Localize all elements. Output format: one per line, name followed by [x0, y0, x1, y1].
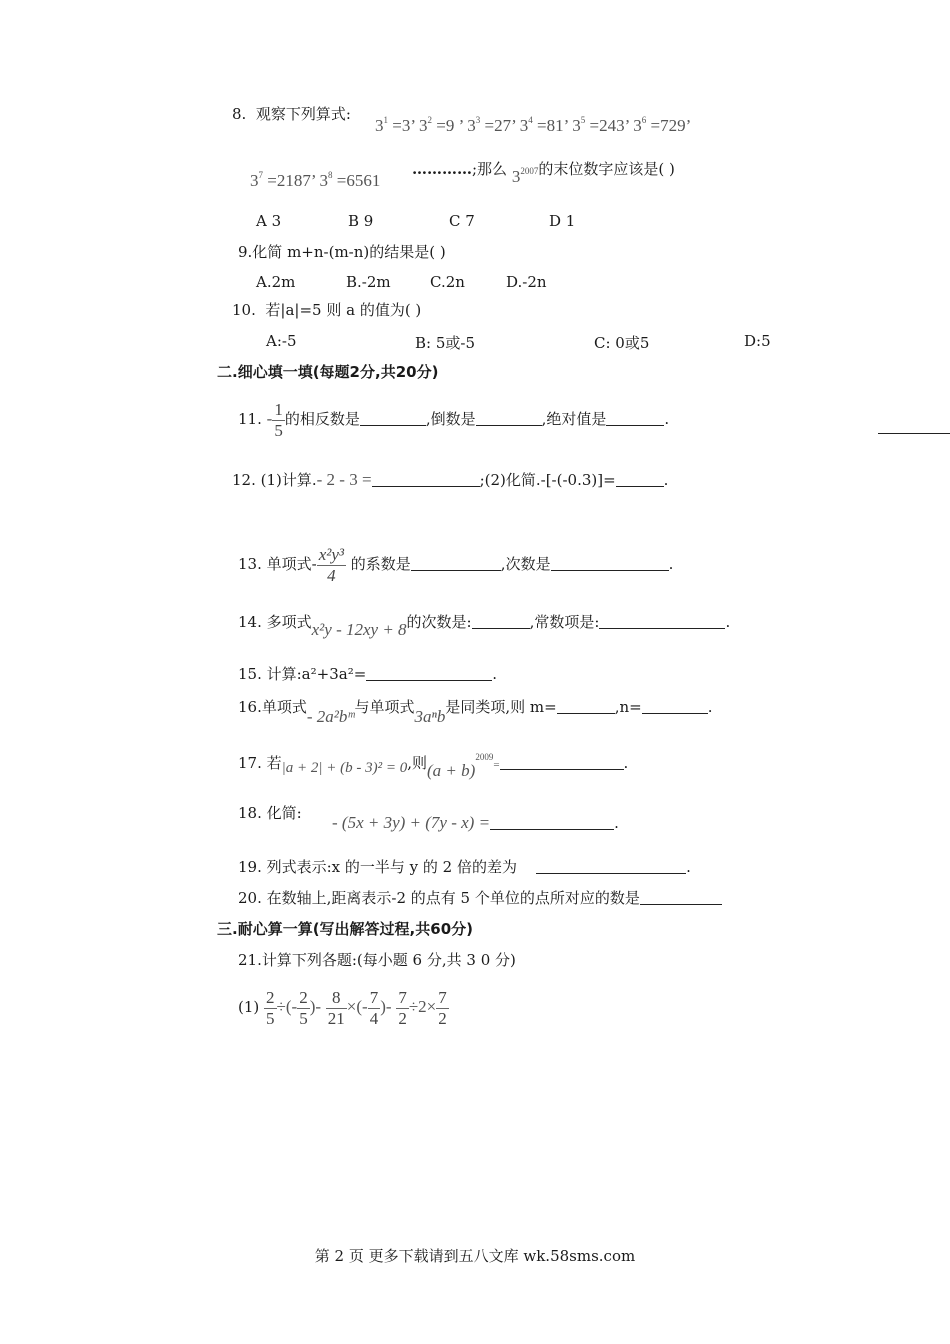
question-17: 17. 若|a + 2| + (b - 3)² = 0,则$(a + b)^{2009}=$ . [238, 752, 629, 780]
question-16: 16.单项式- 2a²bᵐ与单项式3aⁿb是同类项,则 m= ,n= . [238, 698, 713, 726]
q18-blank[interactable] [490, 815, 614, 830]
q11-blank-absolute[interactable] [606, 411, 664, 426]
question-10: 10. 若|a|=5 则 a 的值为( ) [232, 301, 422, 319]
q9-option-a: A.2m [256, 273, 296, 291]
q20-blank[interactable] [640, 890, 722, 905]
page-footer: 第 2 页 更多下载请到五八文库 wk.58sms.com [314, 1247, 636, 1265]
section-3-heading: 三.耐心算一算(写出解答过程,共60分) [217, 920, 473, 938]
q12-blank-2[interactable] [616, 472, 664, 487]
q10-option-a: A:-5 [266, 332, 297, 350]
question-14: 14. 多项式x²y - 12xy + 8的次数是: ,常数项是: . [238, 613, 731, 639]
q8-option-c: C 7 [449, 212, 475, 230]
q8-option-b: B 9 [348, 212, 374, 230]
question-15: 15. 计算:a²+3a²= . [238, 665, 498, 683]
q11-blank-reciprocal[interactable] [476, 411, 542, 426]
margin-rule [878, 433, 950, 434]
question-19: 19. 列式表示:x 的一半与 y 的 2 倍的差为 . [238, 858, 691, 876]
q10-option-b: B: 5或-5 [415, 334, 476, 352]
question-11: 11. - $\frac{1}{5}$ 的相反数是 ,倒数是 ,绝对值是 . [238, 400, 670, 440]
q14-blank-constant[interactable] [599, 614, 725, 629]
question-8: 8. 观察下列算式: [232, 105, 351, 123]
q13-blank-degree[interactable] [551, 556, 669, 571]
q16-blank-m[interactable] [557, 699, 615, 714]
q13-blank-coefficient[interactable] [411, 556, 501, 571]
q8-option-a: A 3 [256, 212, 282, 230]
q8-option-d: D 1 [549, 212, 576, 230]
question-13: 13. 单项式- $\frac{\text{x²y³}}{4}$ 的系数是 ,次数是 . [238, 545, 674, 585]
question-20: 20. 在数轴上,距离表示-2 的点有 5 个单位的点所对应的数是 [238, 889, 722, 907]
q9-option-d: D.-2n [506, 273, 547, 291]
question-8-powers-row1: $3^1 =3$’ $3^2 =9$ ’ $3^3 =27$’ $3^4 =81$’ $3^5 =243$’ $3^6 =729$’ [375, 115, 692, 135]
q10-option-c: C: 0或5 [594, 334, 650, 352]
q11-blank-opposite[interactable] [360, 411, 426, 426]
question-9: 9.化简 m+n-(m-n)的结果是( ) [238, 243, 446, 261]
q15-blank[interactable] [366, 666, 492, 681]
q9-option-c: C.2n [430, 273, 465, 291]
question-12: 12. (1)计算.- 2 - 3 = ;(2)化简.-[-(-0.3)]= . [232, 470, 669, 489]
q10-option-d: D:5 [744, 332, 771, 350]
q14-blank-degree[interactable] [472, 614, 530, 629]
q9-option-b: B.-2m [346, 273, 391, 291]
question-8-powers-row2: $3^7 =2187$’ $3^8 =6561$ [250, 170, 381, 190]
q19-blank[interactable] [536, 859, 686, 874]
q12-blank-1[interactable] [372, 472, 480, 487]
question-8-ask: …………;那么 $3^{2007}$的末位数字应该是( ) [412, 160, 675, 186]
question-18: 18. 化简: [238, 804, 302, 822]
q13-fraction: $\frac{\text{x²y³}}{4}$ [318, 545, 344, 585]
q11-fraction: $\frac{1}{5}$ [274, 400, 283, 440]
question-21: 21.计算下列各题:(每小题 6 分,共 3 0 分) [238, 951, 516, 969]
question-21-part-1: (1) $\frac{2}{5}$ ÷(- $\frac{2}{5}$ )- $\frac{8}{21}$ ×(- $\frac{7}{4}$ )- $\frac{7}{2}$ ÷2× $\frac{7}{2}$ [238, 988, 447, 1028]
section-2-heading: 二.细心填一填(每题2分,共20分) [217, 363, 439, 381]
q17-blank[interactable] [500, 755, 624, 770]
question-18-expression: - (5x + 3y) + (7y - x) = . [332, 813, 619, 832]
q16-blank-n[interactable] [642, 699, 708, 714]
